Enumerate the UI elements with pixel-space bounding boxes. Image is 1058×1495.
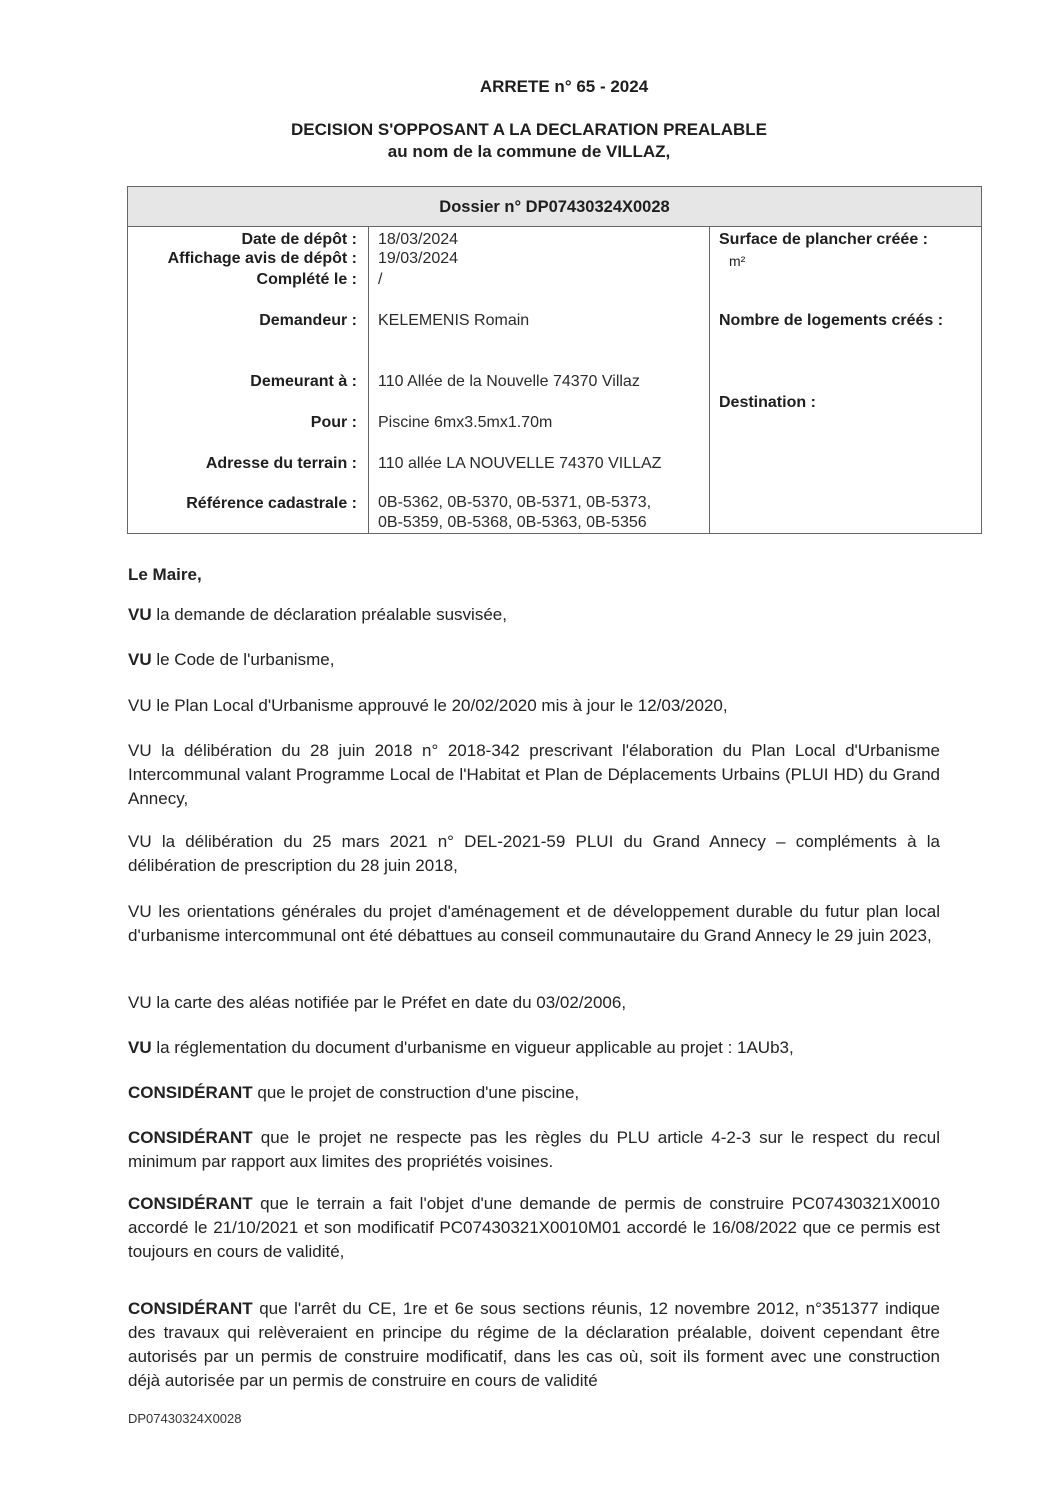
para-text: le Plan Local d'Urbanisme approuvé le 20/02/2020 mis à jour le 12/03/2020,: [151, 696, 728, 715]
adresse-terrain-label: Adresse du terrain :: [205, 455, 357, 472]
reference-cadastrale-value: 0B-5362, 0B-5370, 0B-5371, 0B-5373,: [378, 494, 652, 511]
para-text: la demande de déclaration préalable susvisée,: [151, 605, 507, 624]
surface-plancher-label: Surface de plancher créée :: [719, 231, 928, 248]
demandeur-label: Demandeur :: [259, 312, 357, 329]
decision-title: DECISION S'OPPOSANT A LA DECLARATION PREALABLE: [291, 120, 767, 139]
para-text: la délibération du 25 mars 2021 n° DEL-2021-59 PLUI du Grand Annecy – compléments à la délibération de prescription du 28 juin 2018,: [128, 832, 940, 875]
para-lead: CONSIDÉRANT: [128, 1083, 253, 1102]
para-lead: VU: [128, 605, 152, 624]
affichage-value: 19/03/2024: [378, 250, 459, 267]
vu-paragraph: [128, 694, 940, 718]
para-lead: VU: [128, 650, 152, 669]
para-text: que le projet ne respecte pas les règles du PLU article 4-2-3 sur le respect du recul minimum par rapport aux limites des propriétés voisines.: [128, 1128, 940, 1171]
para-lead: CONSIDÉRANT: [128, 1299, 253, 1318]
complete-value: /: [378, 271, 383, 288]
considerant-paragraph: [128, 1192, 940, 1264]
para-text: que l'arrêt du CE, 1re et 6e sous sections réunis, 12 novembre 2012, n°351377 indique des travaux qui relèveraient en principe du régime de la déclaration préalable, doivent cependant être autorisés par un permis de construire modificatif, dans les cas où, soit ils forment avec une construction déjà autorisée par un permis de construire en cours de validité: [128, 1299, 940, 1390]
date-depot-label: Date de dépôt :: [241, 231, 357, 248]
demeurant-value: 110 Allée de la Nouvelle 74370 Villaz: [378, 373, 640, 390]
arrete-number: ARRETE n° 65 - 2024: [479, 77, 649, 96]
para-text: la carte des aléas notifiée par le Préfet en date du 03/02/2006,: [151, 993, 627, 1012]
considerant-paragraph: [128, 1126, 940, 1174]
para-lead: VU: [128, 993, 152, 1012]
considerant-paragraph: [128, 1081, 940, 1105]
para-lead: VU: [128, 902, 152, 921]
para-text: le Code de l'urbanisme,: [151, 650, 335, 669]
vu-paragraph: [128, 991, 940, 1015]
dossier-table: [127, 186, 982, 534]
para-lead: VU: [128, 1038, 152, 1057]
para-text: les orientations générales du projet d'aménagement et de développement durable du futur plan local d'urbanisme intercommunal ont été débattues au conseil communautaire du Grand Annecy le 29 juin 2023,: [128, 902, 940, 945]
column-divider: [368, 227, 369, 533]
para-text: la délibération du 28 juin 2018 n° 2018-342 prescrivant l'élaboration du Plan Local d'Urbanisme Intercommunal valant Programme Local de l'Habitat et Plan de Déplacements Urbains (PLUI HD) du Grand Annecy,: [128, 741, 940, 808]
le-maire: Le Maire,: [128, 565, 202, 584]
reference-cadastrale-value-line2: 0B-5359, 0B-5368, 0B-5363, 0B-5356: [378, 514, 647, 531]
vu-paragraph: [128, 739, 940, 811]
complete-label: Complété le :: [256, 271, 357, 288]
vu-paragraph: [128, 648, 940, 672]
pour-value: Piscine 6mx3.5mx1.70m: [378, 414, 553, 431]
adresse-terrain-value: 110 allée LA NOUVELLE 74370 VILLAZ: [378, 455, 662, 472]
destination-label: Destination :: [719, 394, 816, 411]
reference-cadastrale-label: Référence cadastrale :: [186, 495, 357, 512]
demandeur-value: KELEMENIS Romain: [378, 312, 530, 329]
affichage-label: Affichage avis de dépôt :: [167, 250, 357, 267]
vu-paragraph: [128, 830, 940, 878]
vu-paragraph: [128, 1036, 940, 1060]
para-lead: VU: [128, 832, 152, 851]
para-lead: CONSIDÉRANT: [128, 1194, 253, 1213]
para-text: que le terrain a fait l'objet d'une demande de permis de construire PC07430321X0010 accordé le 21/10/2021 et son modificatif PC07430321X0010M01 accordé le 16/08/2022 que ce permis est toujours en cours de validité,: [128, 1194, 940, 1261]
para-lead: VU: [128, 741, 152, 760]
date-depot-value: 18/03/2024: [378, 231, 459, 248]
logements-label: Nombre de logements créés :: [719, 312, 944, 329]
vu-paragraph: [128, 603, 940, 627]
para-lead: VU: [128, 696, 152, 715]
vu-paragraph: [128, 900, 940, 948]
para-lead: CONSIDÉRANT: [128, 1128, 253, 1147]
commune-subtitle: au nom de la commune de VILLAZ,: [387, 142, 671, 161]
para-text: la réglementation du document d'urbanisme en vigueur applicable au projet : 1AUb3,: [151, 1038, 794, 1057]
pour-label: Pour :: [310, 414, 357, 431]
column-divider: [709, 227, 710, 533]
considerant-paragraph: [128, 1297, 940, 1393]
footer-reference: DP07430324X0028: [128, 1411, 242, 1426]
demeurant-label: Demeurant à :: [250, 373, 357, 390]
para-text: que le projet de construction d'une piscine,: [252, 1083, 580, 1102]
dossier-title: Dossier n° DP07430324X0028: [128, 187, 981, 227]
surface-plancher-unit: m²: [729, 253, 746, 269]
